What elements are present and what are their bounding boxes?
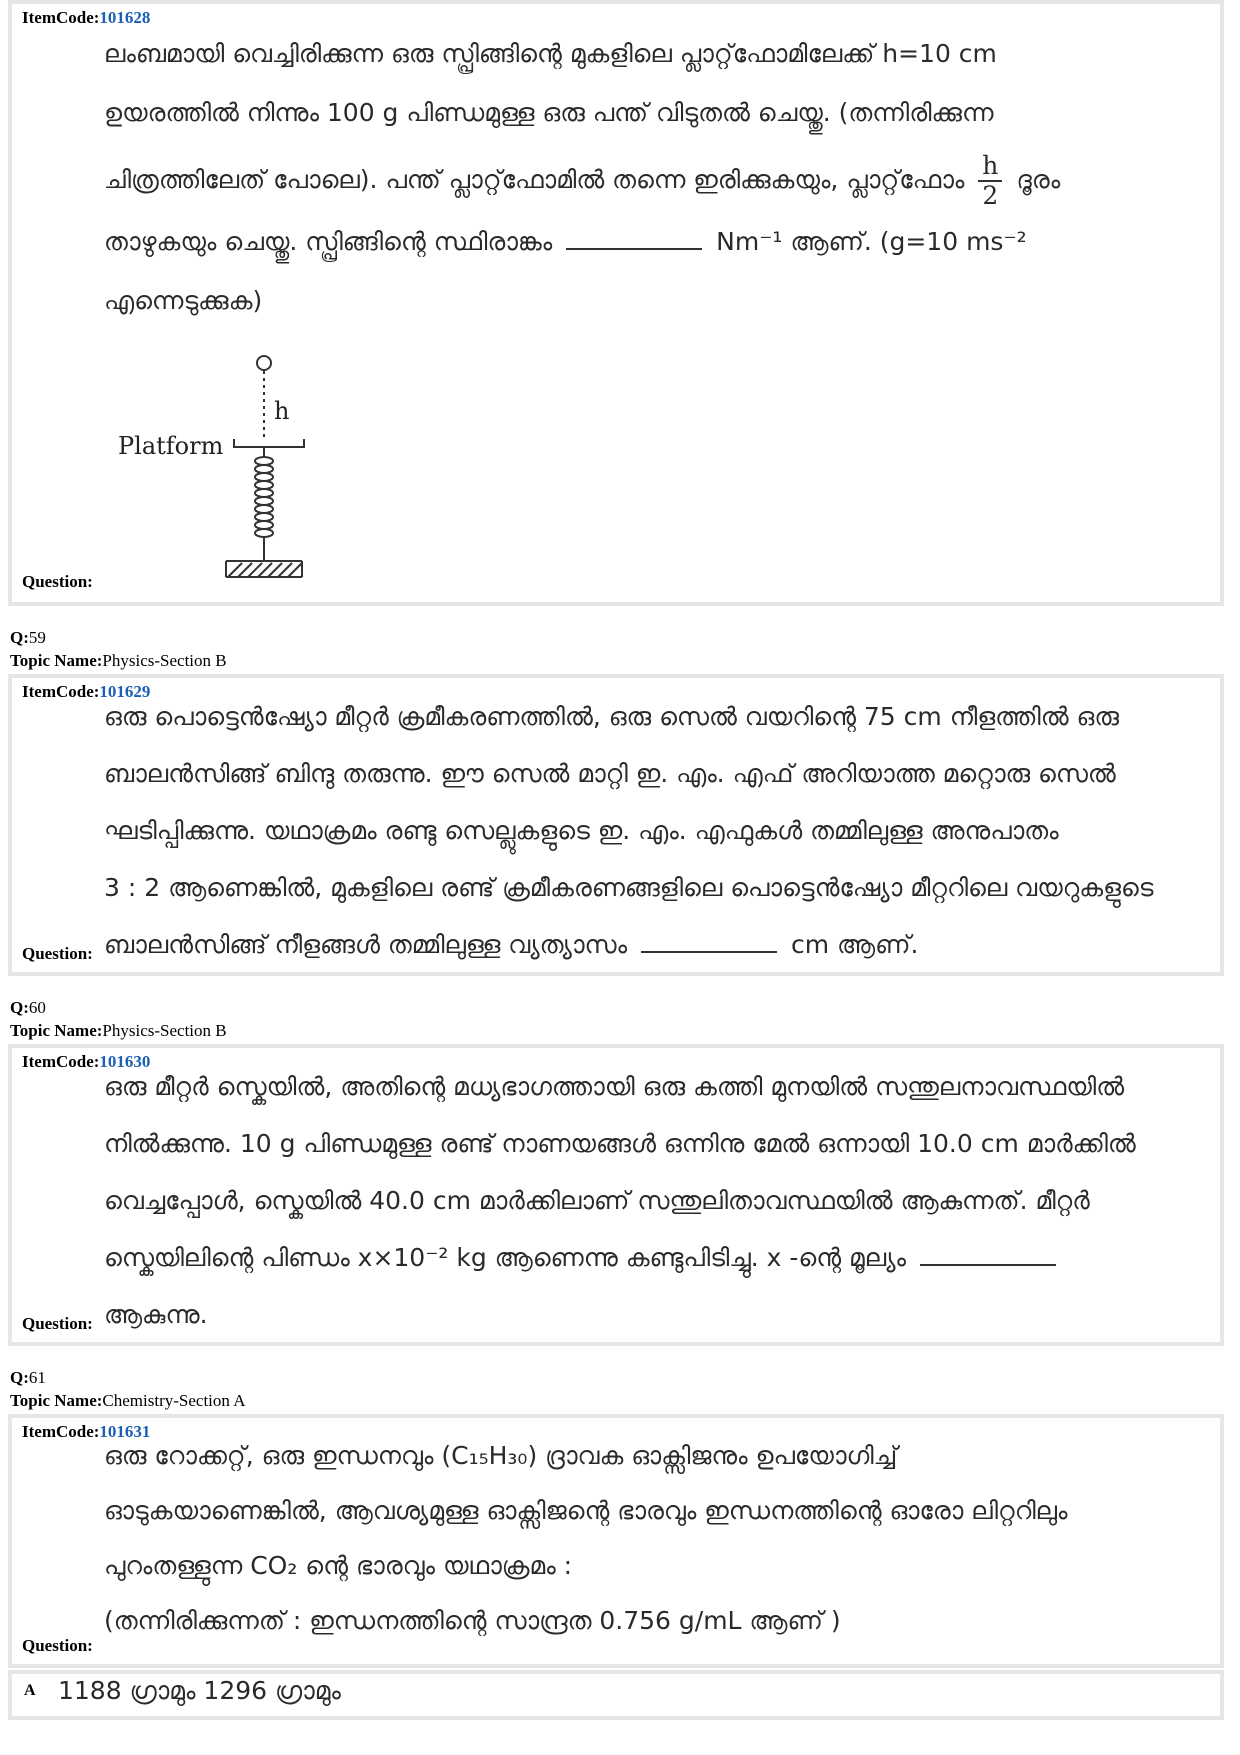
item-code-value: 101629 bbox=[99, 682, 151, 701]
question-card-101629 bbox=[8, 674, 1224, 976]
q-label: Q: bbox=[10, 998, 29, 1017]
question-line bbox=[104, 916, 1208, 973]
question-line: (തന്നിരിക്കുന്നത് : ഇന്ധനത്തിന്റെ സാന്ദ്രത 0.756 g/mL ആണ് ) bbox=[104, 1606, 841, 1635]
question-line bbox=[104, 1229, 1208, 1286]
fraction-numerator: h bbox=[978, 152, 1002, 182]
question-line-part: ദൂരം bbox=[1016, 165, 1061, 194]
item-code-value: 101630 bbox=[99, 1052, 151, 1071]
question-number bbox=[10, 1368, 46, 1388]
question-label: Question: bbox=[22, 1636, 93, 1655]
option-letter: A bbox=[24, 1682, 36, 1699]
question-line bbox=[104, 142, 1208, 212]
question-text bbox=[104, 1428, 1208, 1648]
question-line-part: താഴുകയും ചെയ്തു. സ്പ്രിങ്ങിന്റെ സ്ഥിരാങ്കം bbox=[104, 227, 553, 256]
question-number bbox=[10, 998, 46, 1018]
question-label: Question: bbox=[22, 944, 93, 963]
question-label: Question: bbox=[22, 572, 93, 591]
question-line: 3 : 2 ആണെങ്കിൽ, മുകളിലെ രണ്ട് ക്രമീകരണങ്ങളിലെ പൊട്ടെൻഷ്യോ മീറ്ററിലെ വയറുകളുടെ bbox=[104, 873, 1154, 902]
question-line: നിൽക്കുന്നു. 10 g പിണ്ഡമുള്ള രണ്ട് നാണയങ്ങൾ ഒന്നിനു മേൽ ഒന്നായി 10.0 cm മാർക്കിൽ bbox=[104, 1129, 1136, 1158]
question-text bbox=[104, 688, 1208, 973]
topic-name bbox=[10, 1021, 227, 1041]
topic-label: Topic Name: bbox=[10, 651, 103, 670]
ball-icon bbox=[257, 356, 271, 370]
q-label: Q: bbox=[10, 1368, 29, 1387]
topic-value: Physics-Section B bbox=[102, 651, 227, 670]
topic-name bbox=[10, 1391, 245, 1411]
question-line: ഉയരത്തിൽ നിന്നും 100 g പിണ്ഡമുള്ള ഒരു പന്ത് വിടുതൽ ചെയ്തു. (തന്നിരിക്കുന്ന bbox=[104, 98, 994, 127]
q-label: Q: bbox=[10, 628, 29, 647]
question-number bbox=[10, 628, 46, 648]
fraction-denominator: 2 bbox=[982, 181, 999, 210]
topic-value: Physics-Section B bbox=[102, 1021, 227, 1040]
topic-label: Topic Name: bbox=[10, 1021, 103, 1040]
question-line: ആകുന്നു. bbox=[104, 1300, 208, 1329]
item-code-label: ItemCode: bbox=[22, 1052, 100, 1071]
topic-label: Topic Name: bbox=[10, 1391, 103, 1410]
question-line: ലംബമായി വെച്ചിരിക്കുന്ന ഒരു സ്പ്രിങ്ങിന്റെ മുകളിലെ പ്ലാറ്റ്‌ഫോമിലേക്ക് h=10 cm bbox=[104, 39, 997, 68]
item-code-value: 101631 bbox=[99, 1422, 151, 1441]
answer-blank bbox=[920, 1240, 1056, 1266]
question-line-part: ചിത്രത്തിലേത് പോലെ). പന്ത് പ്ലാറ്റ്‌ഫോമിൽ തന്നെ ഇരിക്കുകയും, പ്ലാറ്റ്‌ഫോം bbox=[104, 165, 965, 194]
question-card-101630 bbox=[8, 1044, 1224, 1346]
question-card-101631 bbox=[8, 1414, 1224, 1668]
item-code-label: ItemCode: bbox=[22, 1422, 100, 1441]
question-line: ബാലൻസിങ്ങ് ബിന്ദു തരുന്നു. ഈ സെൽ മാറ്റി ഇ. എം. എഫ് അറിയാത്ത മറ്റൊരു സെൽ bbox=[104, 759, 1116, 788]
q-number: 61 bbox=[28, 1368, 46, 1387]
question-line: പുറംതള്ളുന്ന CO₂ ന്റെ ഭാരവും യഥാക്രമം : bbox=[104, 1551, 573, 1580]
question-text bbox=[104, 24, 1208, 330]
question-line bbox=[104, 212, 1208, 271]
platform-shape bbox=[234, 439, 304, 447]
topic-name bbox=[10, 651, 227, 671]
question-line: ഒരു പൊട്ടെൻഷ്യോ മീറ്റർ ക്രമീകരണത്തിൽ, ഒരു സെൽ വയറിന്റെ 75 cm നീളത്തിൽ ഒരു bbox=[104, 702, 1119, 731]
question-text bbox=[104, 1058, 1208, 1343]
platform-label: Platform bbox=[118, 432, 224, 460]
spring-platform-figure bbox=[102, 349, 322, 589]
question-line: ഘടിപ്പിക്കുന്നു. യഥാക്രമം രണ്ടു സെല്ലുകളുടെ ഇ. എം. എഫുകൾ തമ്മിലുള്ള അനുപാതം bbox=[104, 816, 1059, 845]
item-code-label: ItemCode: bbox=[22, 8, 100, 27]
q-number: 59 bbox=[28, 628, 46, 647]
topic-value: Chemistry-Section A bbox=[102, 1391, 246, 1410]
question-line-part: Nm⁻¹ ആണ്. (g=10 ms⁻² bbox=[716, 227, 1027, 256]
question-line: ഓടുകയാണെങ്കിൽ, ആവശ്യമുള്ള ഓക്സിജന്റെ ഭാരവും ഇന്ധനത്തിന്റെ ഓരോ ലിറ്ററിലും bbox=[104, 1496, 1068, 1525]
question-line-part: ബാലൻസിങ്ങ് നീളങ്ങൾ തമ്മിലുള്ള വ്യത്യാസം bbox=[104, 930, 628, 959]
option-text: 1188 ഗ്രാമും 1296 ഗ്രാമും bbox=[58, 1676, 341, 1705]
question-line: ഒരു മീറ്റർ സ്കെയിൽ, അതിന്റെ മധ്യഭാഗത്തായി ഒരു കത്തി മുനയിൽ സന്തുലനാവസ്ഥയിൽ bbox=[104, 1072, 1125, 1101]
option-a[interactable] bbox=[8, 1670, 1224, 1720]
answer-blank bbox=[641, 927, 777, 953]
spring-coil bbox=[255, 457, 273, 537]
answer-blank bbox=[566, 224, 702, 250]
height-label: h bbox=[274, 397, 290, 425]
fraction-h-over-2 bbox=[978, 152, 1002, 210]
item-code-label: ItemCode: bbox=[22, 682, 100, 701]
question-line-part: സ്കെയിലിന്റെ പിണ്ഡം x×10⁻² kg ആണെന്നു കണ്ടുപിടിച്ചു. x -ന്റെ മൂല്യം bbox=[104, 1243, 906, 1272]
item-code-value: 101628 bbox=[99, 8, 151, 27]
question-line: എന്നെടുക്കുക) bbox=[104, 286, 263, 315]
question-line: വെച്ചപ്പോൾ, സ്കെയിൽ 40.0 cm മാർക്കിലാണ് സന്തുലിതാവസ്ഥയിൽ ആകുന്നത്. മീറ്റർ bbox=[104, 1186, 1090, 1215]
question-line-part: cm ആണ്. bbox=[790, 930, 919, 959]
ground-hatch bbox=[226, 561, 302, 577]
question-card-101628 bbox=[8, 0, 1224, 606]
q-number: 60 bbox=[28, 998, 46, 1017]
question-label: Question: bbox=[22, 1314, 93, 1333]
question-line: ഒരു റോക്കറ്റ്, ഒരു ഇന്ധനവും (C₁₅H₃₀) ദ്രാവക ഓക്സിജനും ഉപയോഗിച്ച് bbox=[104, 1441, 898, 1470]
